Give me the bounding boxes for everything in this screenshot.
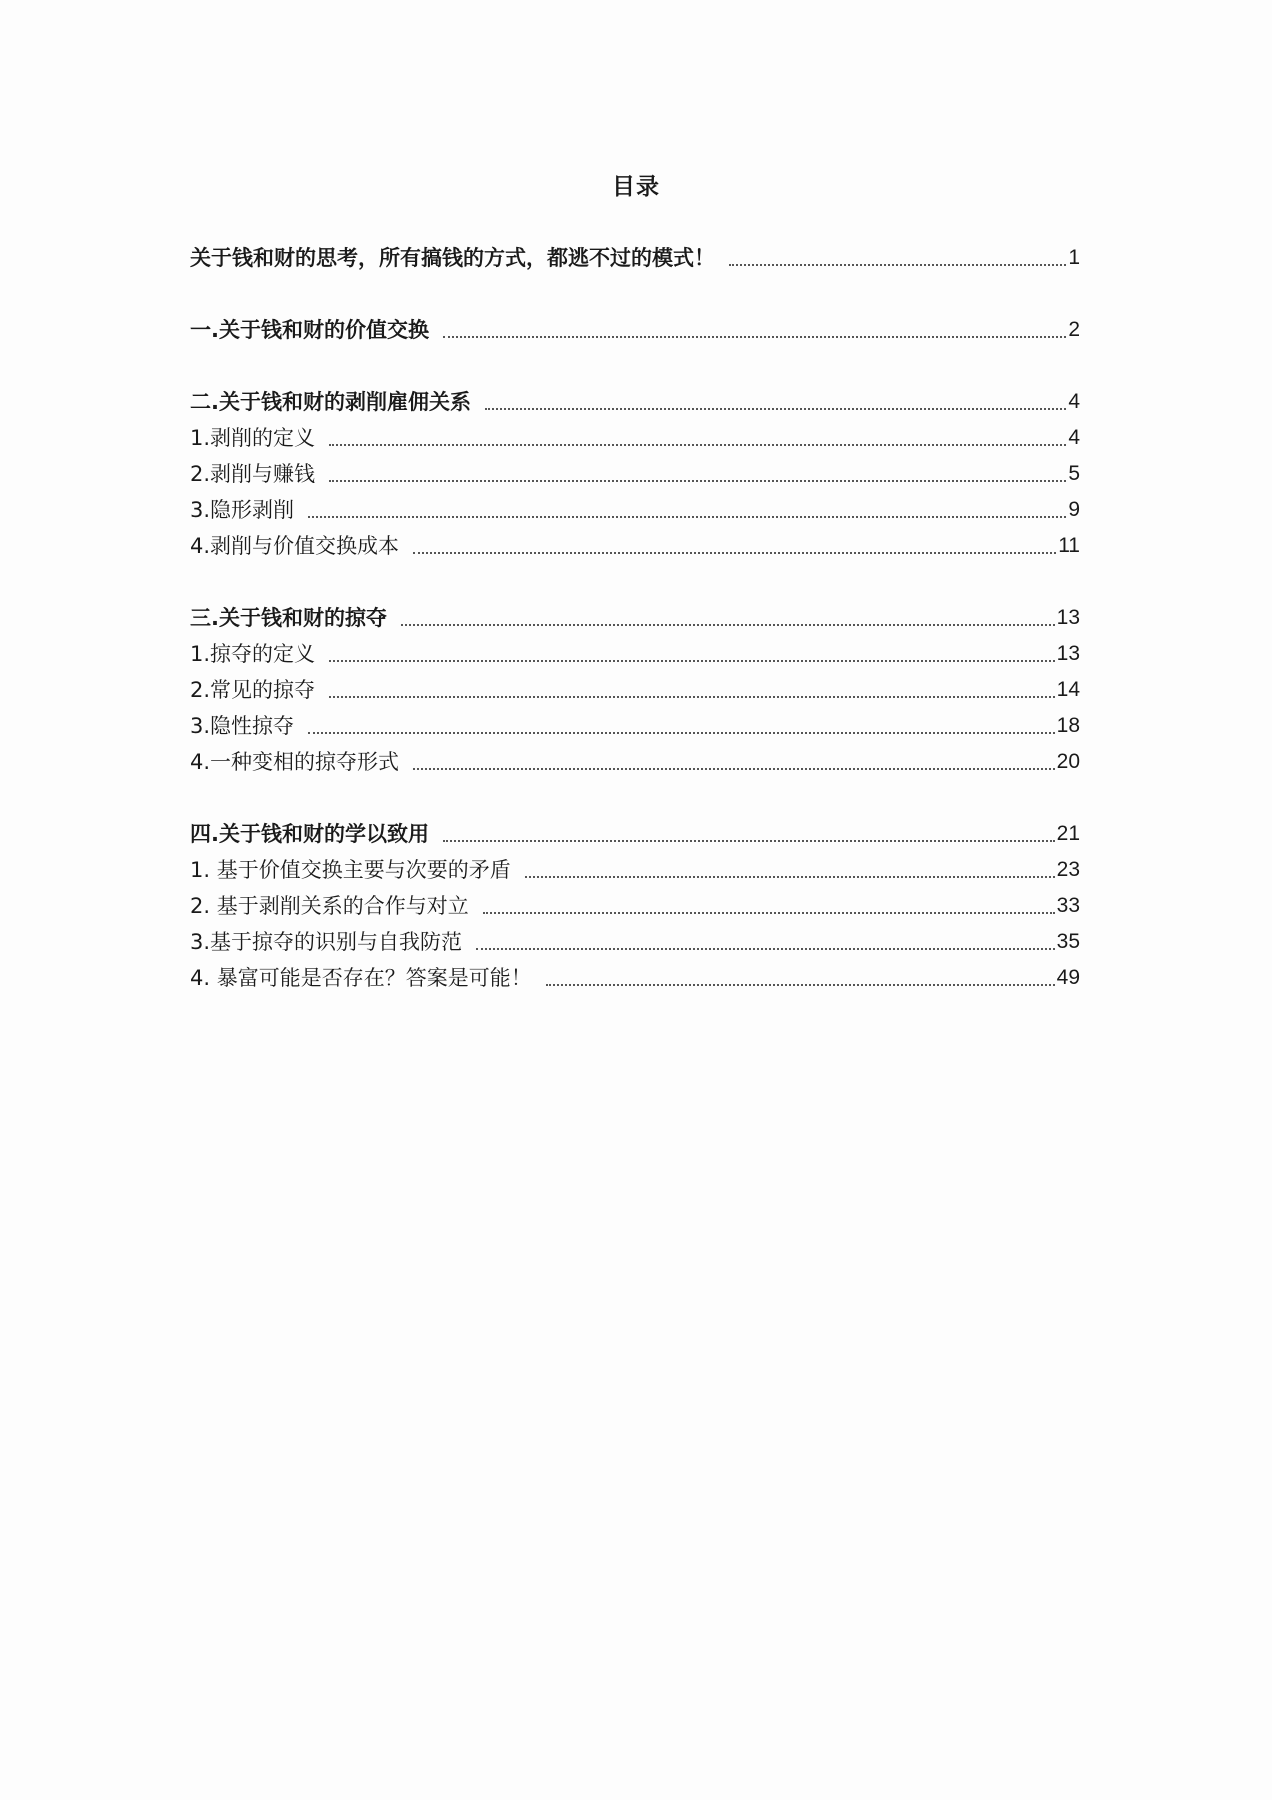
dot-leader	[546, 983, 1055, 986]
toc-entry-page: 9	[1068, 498, 1080, 521]
dot-leader	[413, 767, 1055, 770]
toc-entry-section	[190, 524, 1080, 560]
toc-entry-page: 33	[1056, 894, 1080, 917]
toc-entry-label: 四.关于钱和财的学以致用	[190, 822, 429, 846]
toc-entry-section	[190, 956, 1080, 992]
dot-leader	[329, 443, 1066, 446]
toc-entry-chapter-3	[190, 596, 1080, 632]
dot-leader	[329, 479, 1066, 482]
toc-entry-label: 一.关于钱和财的价值交换	[190, 318, 429, 342]
toc-entry-section	[190, 668, 1080, 704]
toc-entry-label: 2. 基于剥削关系的合作与对立	[190, 894, 469, 918]
toc-entry-section	[190, 452, 1080, 488]
toc-entry-label: 二.关于钱和财的剥削雇佣关系	[190, 390, 471, 414]
toc-entry-chapter-1	[190, 308, 1080, 344]
toc-entry-section	[190, 920, 1080, 956]
dot-leader	[485, 407, 1066, 410]
toc-entry-label: 4. 暴富可能是否存在？答案是可能！	[190, 966, 532, 990]
toc-entry-section	[190, 740, 1080, 776]
toc-entry-label: 1.剥削的定义	[190, 426, 316, 450]
dot-leader	[413, 551, 1056, 554]
toc-entry-page: 23	[1056, 858, 1080, 881]
toc-entry-page: 1	[1068, 246, 1080, 269]
toc-entry-page: 13	[1056, 606, 1080, 629]
toc-entry-label: 3.隐形剥削	[190, 498, 295, 522]
toc-entry-label: 2.常见的掠夺	[190, 678, 316, 702]
toc-entry-section	[190, 884, 1080, 920]
toc-entry-section	[190, 416, 1080, 452]
toc-entry-section	[190, 632, 1080, 668]
toc-list	[190, 236, 1080, 992]
toc-entry-page: 5	[1068, 462, 1080, 485]
toc-entry-page: 49	[1056, 966, 1080, 989]
toc-entry-label: 1.掠夺的定义	[190, 642, 316, 666]
toc-entry-label: 3.隐性掠夺	[190, 714, 295, 738]
toc-entry-chapter-4	[190, 812, 1080, 848]
toc-entry-page: 4	[1068, 426, 1080, 449]
dot-leader	[443, 839, 1055, 842]
dot-leader	[443, 335, 1066, 338]
toc-entry-label: 1. 基于价值交换主要与次要的矛盾	[190, 858, 511, 882]
toc-entry-page: 21	[1056, 822, 1080, 845]
toc-entry-section	[190, 848, 1080, 884]
dot-leader	[729, 263, 1066, 266]
toc-entry-label: 4.一种变相的掠夺形式	[190, 750, 400, 774]
toc-entry-page: 20	[1056, 750, 1080, 773]
toc-entry-page: 18	[1056, 714, 1080, 737]
toc-entry-page: 4	[1068, 390, 1080, 413]
toc-entry-label: 2.剥削与赚钱	[190, 462, 316, 486]
toc-entry-label: 3.基于掠夺的识别与自我防范	[190, 930, 463, 954]
toc-entry-section	[190, 704, 1080, 740]
dot-leader	[525, 875, 1055, 878]
toc-entry-label: 三.关于钱和财的掠夺	[190, 606, 387, 630]
dot-leader	[329, 659, 1055, 662]
toc-entry-page: 13	[1056, 642, 1080, 665]
dot-leader	[483, 911, 1055, 914]
dot-leader	[308, 731, 1055, 734]
dot-leader	[401, 623, 1055, 626]
toc-entry-chapter-2	[190, 380, 1080, 416]
toc-entry-intro	[190, 236, 1080, 272]
toc-entry-label: 4.剥削与价值交换成本	[190, 534, 400, 558]
dot-leader	[329, 695, 1055, 698]
toc-entry-section	[190, 488, 1080, 524]
toc-entry-page: 2	[1068, 318, 1080, 341]
dot-leader	[476, 947, 1055, 950]
toc-entry-page: 14	[1056, 678, 1080, 701]
toc-entry-label: 关于钱和财的思考，所有搞钱的方式，都逃不过的模式！	[190, 246, 715, 270]
toc-entry-page: 35	[1056, 930, 1080, 953]
dot-leader	[308, 515, 1066, 518]
toc-title: 目录	[612, 174, 660, 200]
toc-entry-page: 11	[1058, 534, 1080, 557]
